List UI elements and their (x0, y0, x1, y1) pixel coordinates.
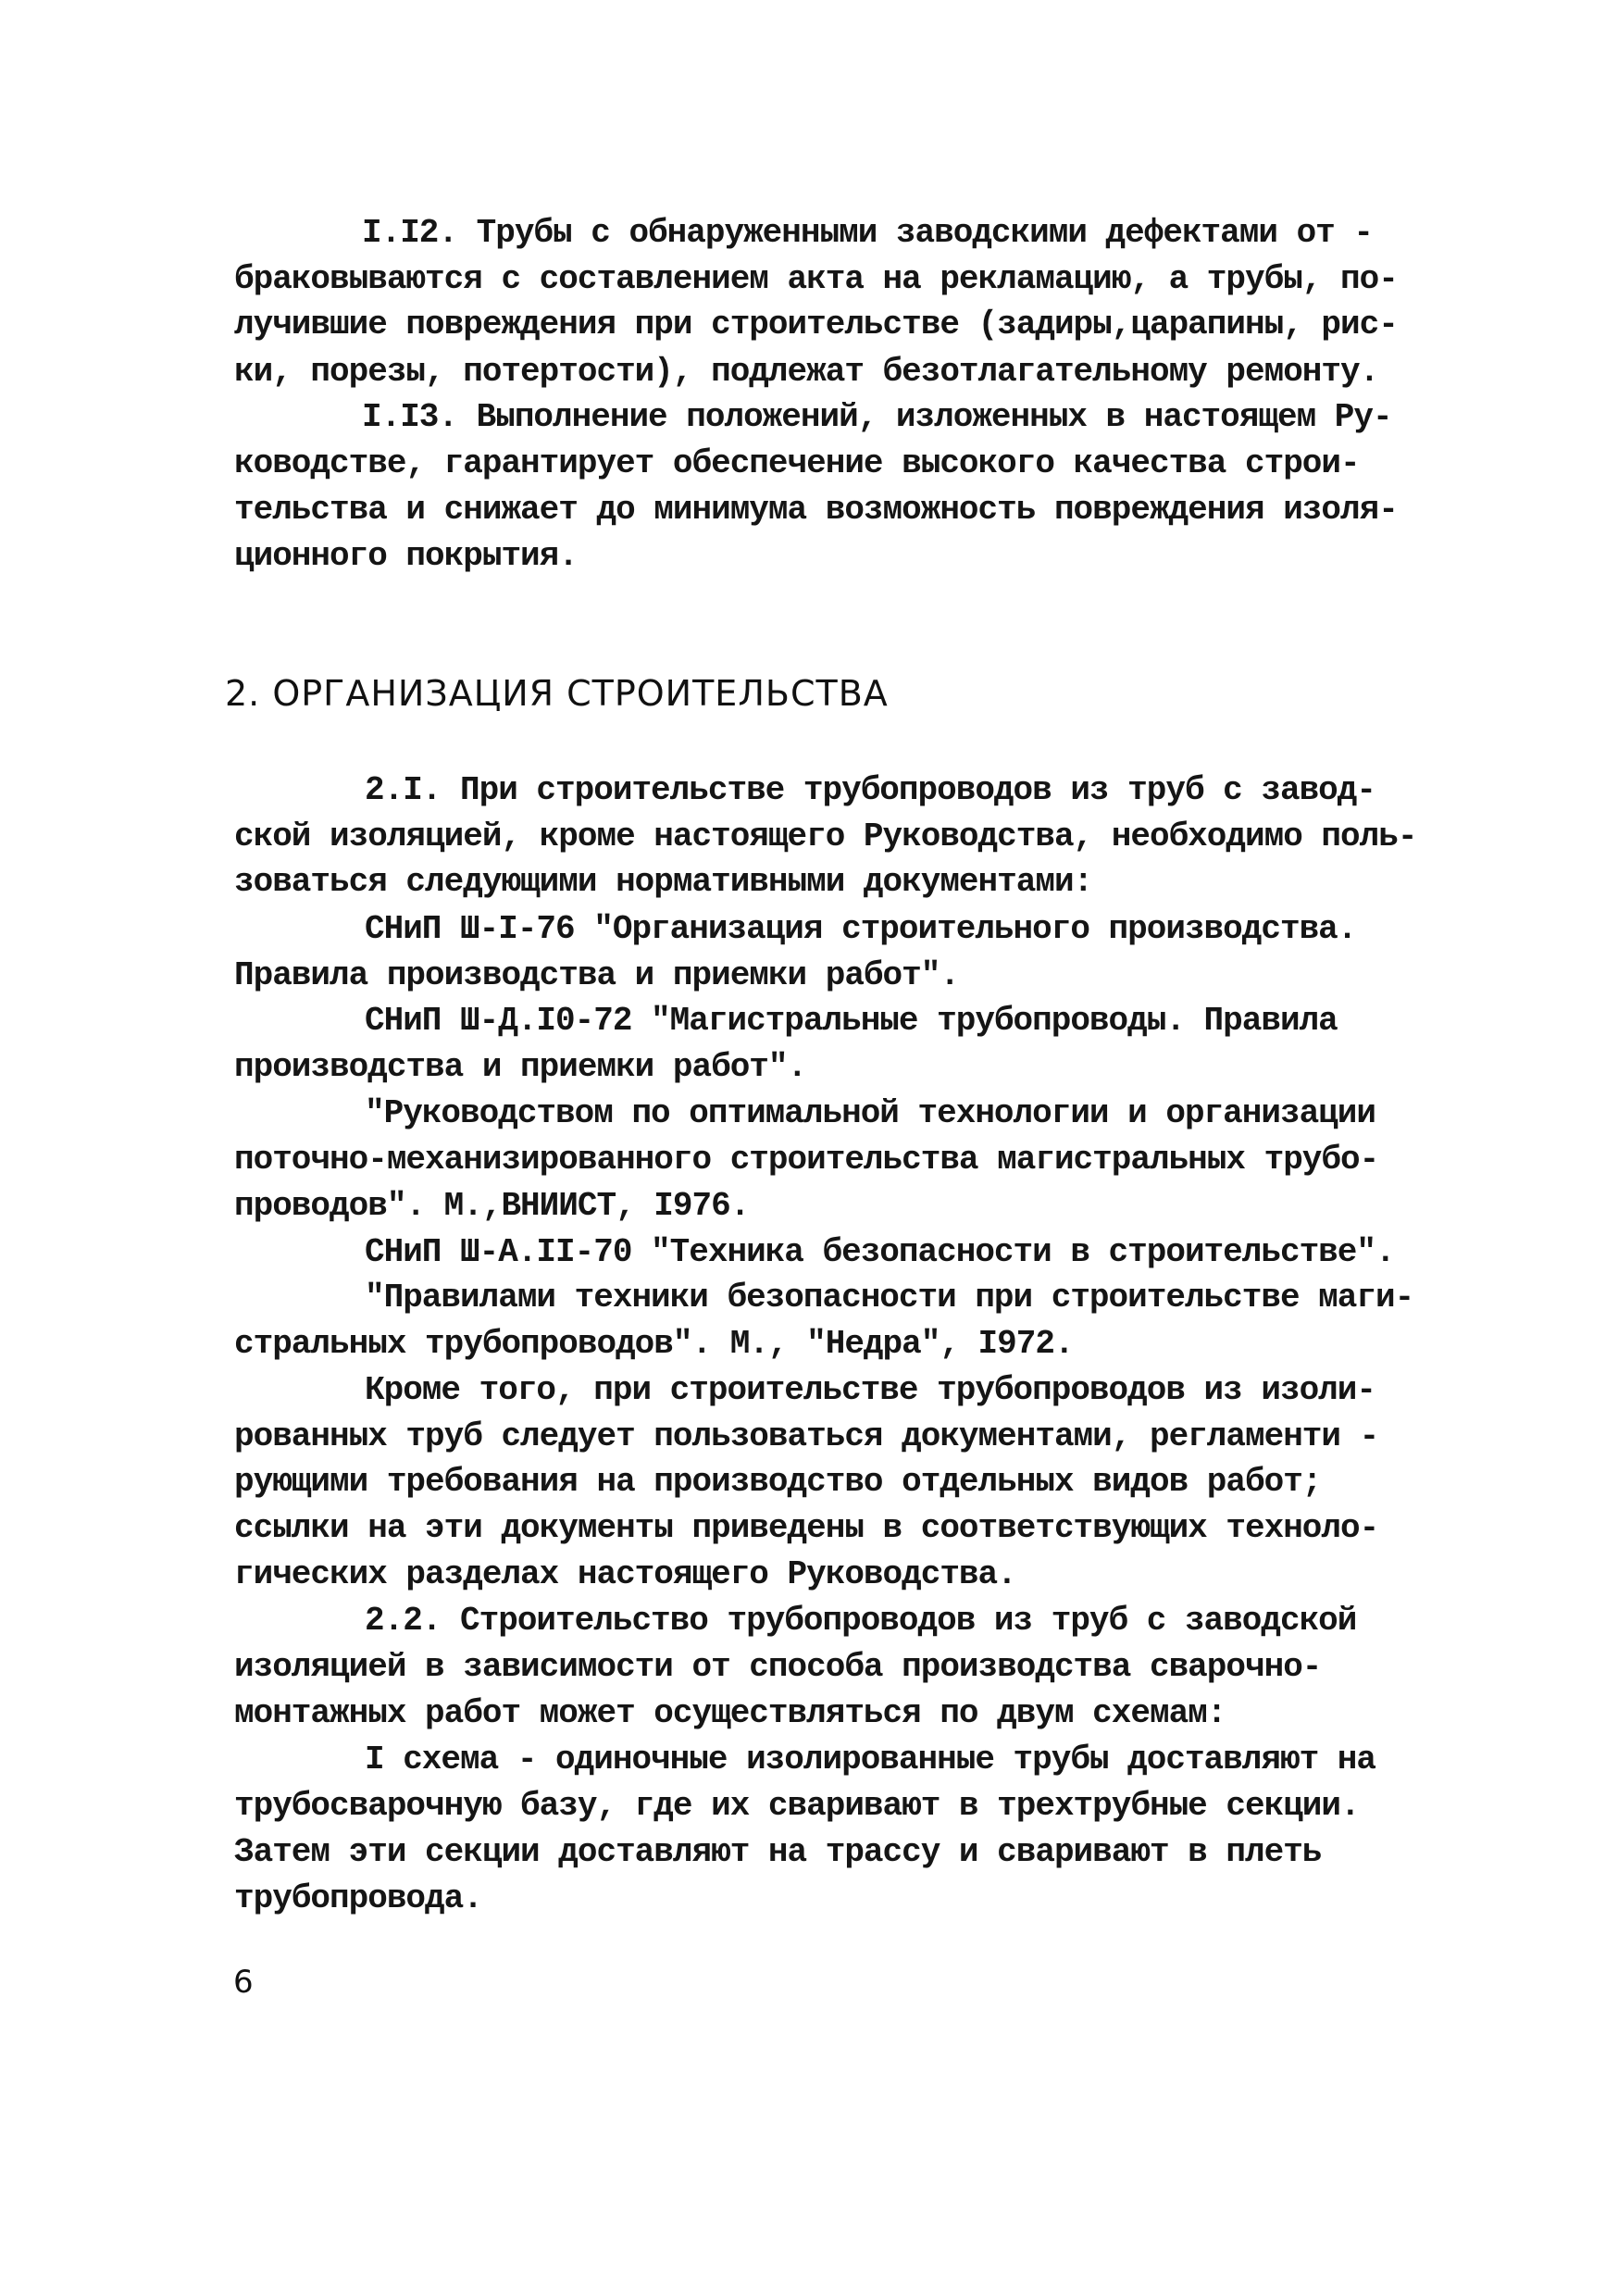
text-line: тельства и снижает до минимума возможность повреждения изоля- (234, 491, 1398, 529)
text-line: трубопровода. (234, 1879, 482, 1917)
text-line: СНиП Ш-I-76 "Организация строительного производства. (365, 910, 1357, 948)
text-line: ки, порезы, потертости), подлежат безотлагательному ремонту. (234, 353, 1379, 391)
text-line: 2.I. При строительстве трубопроводов из труб с завод- (365, 771, 1375, 809)
section-2-heading: 2. ОРГАНИЗАЦИЯ СТРОИТЕЛЬСТВА (225, 673, 889, 714)
text-line: ской изоляцией, кроме настоящего Руководства, необходимо поль- (234, 817, 1417, 855)
text-line: Правила производства и приемки работ". (234, 956, 959, 994)
text-line: Затем эти секции доставляют на трассу и сваривают в плеть (234, 1833, 1322, 1871)
text-line: трубосварочную базу, где их сваривают в трехтрубные секции. (234, 1787, 1360, 1825)
text-line: гических разделах настоящего Руководства. (234, 1555, 1016, 1593)
text-line: СНиП Ш-Д.I0-72 "Магистральные трубопроводы. Правила (365, 1002, 1338, 1040)
text-line: браковываются с составлением акта на рекламацию, а трубы, по- (234, 260, 1398, 298)
text-line: 2.2. Строительство трубопроводов из труб с заводской (365, 1602, 1357, 1640)
text-line: I.I2. Трубы с обнаруженными заводскими дефектами от - (362, 214, 1373, 252)
text-line: проводов". М.,ВНИИСТ, I976. (234, 1187, 750, 1225)
text-line: "Руководством по оптимальной технологии и организации (365, 1094, 1375, 1132)
text-line: "Правилами техники безопасности при строительстве маги- (365, 1279, 1414, 1316)
text-line: I.I3. Выполнение положений, изложенных в настоящем Ру- (362, 398, 1392, 436)
text-line: поточно-механизированного строительства магистральных трубо- (234, 1141, 1379, 1179)
text-line: рующими требования на производство отдельных видов работ; (234, 1463, 1322, 1501)
text-line: рованных труб следует пользоваться документами, регламенти - (234, 1417, 1379, 1455)
text-line: зоваться следующими нормативными документами: (234, 863, 1093, 901)
text-line: ционного покрытия. (234, 537, 578, 575)
text-line: стральных трубопроводов". М., "Недра", I972. (234, 1325, 1074, 1363)
text-line: СНиП Ш-А.II-70 "Техника безопасности в строительстве". (365, 1233, 1395, 1271)
text-line: Кроме того, при строительстве трубопроводов из изоли- (365, 1371, 1375, 1409)
page-number: 6 (233, 1964, 254, 2001)
text-line: изоляцией в зависимости от способа производства сварочно- (234, 1648, 1322, 1686)
text-line: ководстве, гарантирует обеспечение высокого качества строи- (234, 444, 1360, 482)
text-line: лучившие повреждения при строительстве (задиры,царапины, рис- (234, 306, 1398, 343)
text-line: производства и приемки работ". (234, 1048, 807, 1086)
text-line: I схема - одиночные изолированные трубы доставляют на (365, 1741, 1375, 1778)
text-line: ссылки на эти документы приведены в соответствующих техноло- (234, 1509, 1379, 1547)
text-line: монтажных работ может осуществляться по двум схемам: (234, 1694, 1226, 1732)
